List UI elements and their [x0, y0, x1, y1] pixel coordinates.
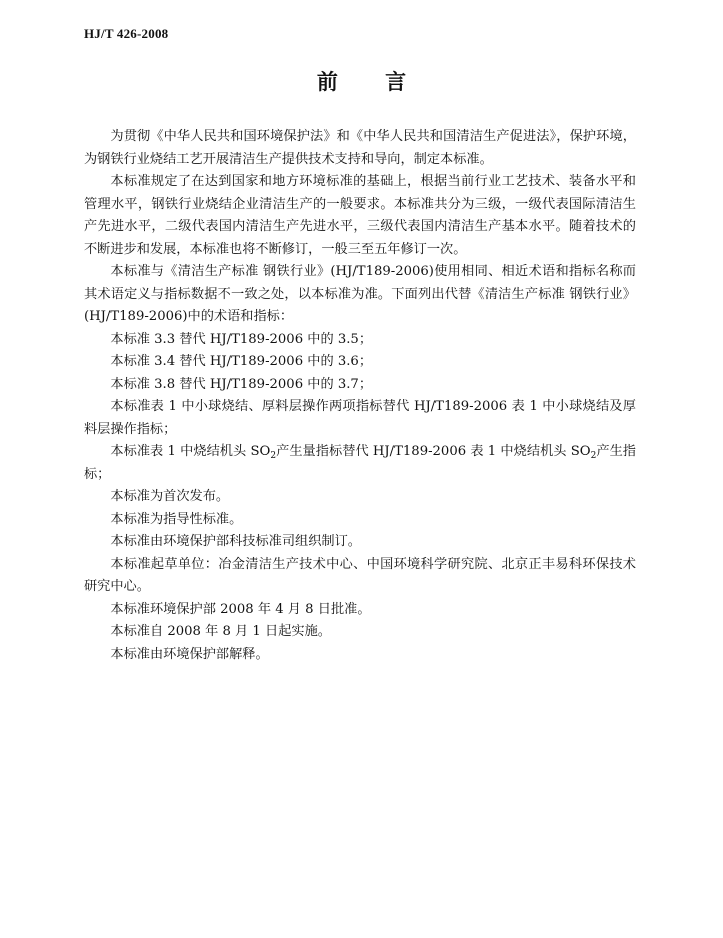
- paragraph: 本标准表 1 中小球烧结、厚料层操作两项指标替代 HJ/T189-2006 表 1 中小球烧结及厚料层操作指标；: [84, 399, 636, 437]
- paragraph: 本标准 3.3 替代 HJ/T189-2006 中的 3.5；: [110, 331, 373, 347]
- paragraph: 为贯彻《中华人民共和国环境保护法》和《中华人民共和国清洁生产促进法》，保护环境，为钢铁行业烧结工艺开展清洁生产提供技术支持和导向，制定本标准。: [84, 129, 636, 167]
- page-title: 前 言: [316, 70, 427, 94]
- paragraph: 本标准环境保护部 2008 年 4 月 8 日批准。: [110, 601, 371, 617]
- so2-text-part: 本标准表 1 中烧结机头 SO: [110, 444, 271, 459]
- paragraph: 本标准与《清洁生产标准 钢铁行业》(HJ/T189-2006)使用相同、相近术语和指标名称而其术语定义与指标数据不一致之处，以本标准为准。下面列出代替《清洁生产标准 钢铁行业》(HJ/T189-2006)中的术语和指标：: [84, 264, 636, 324]
- paragraph: 本标准由环境保护部解释。: [110, 646, 269, 662]
- subscript: 2: [590, 451, 597, 461]
- paragraph: 本标准自 2008 年 8 月 1 日起实施。: [110, 624, 331, 639]
- so2-text-part: 产生指标；: [84, 444, 636, 482]
- paragraph: 本标准 3.8 替代 HJ/T189-2006 中的 3.7；: [110, 376, 373, 392]
- document-body: [84, 126, 636, 666]
- standard-code: HJ/T 426-2008: [84, 26, 169, 41]
- paragraph: 本标准为指导性标准。: [110, 511, 243, 527]
- paragraph: 本标准为首次发布。: [110, 489, 230, 504]
- so2-text-part: 产生量指标替代 HJ/T189-2006 表 1 中烧结机头 SO: [276, 444, 591, 459]
- paragraph: 本标准规定了在达到国家和地方环境标准的基础上，根据当前行业工艺技术、装备水平和管理水平，钢铁行业烧结企业清洁生产的一般要求。本标准共分为三级，一级代表国际清洁生产先进水平，二级代表国内清洁生产先进水平，三级代表国内清洁生产基本水平。随着技术的不断进步和发展，本标准也将不断修订，一般三至五年修订一次。: [84, 174, 636, 257]
- paragraph: 本标准由环境保护部科技标准司组织制订。: [110, 534, 361, 549]
- paragraph: 本标准 3.4 替代 HJ/T189-2006 中的 3.6；: [110, 354, 373, 369]
- subscript: 2: [270, 451, 277, 461]
- paragraph: 本标准起草单位：冶金清洁生产技术中心、中国环境科学研究院、北京正丰易科环保技术研究中心。: [84, 556, 636, 594]
- so2-paragraph: [84, 441, 636, 486]
